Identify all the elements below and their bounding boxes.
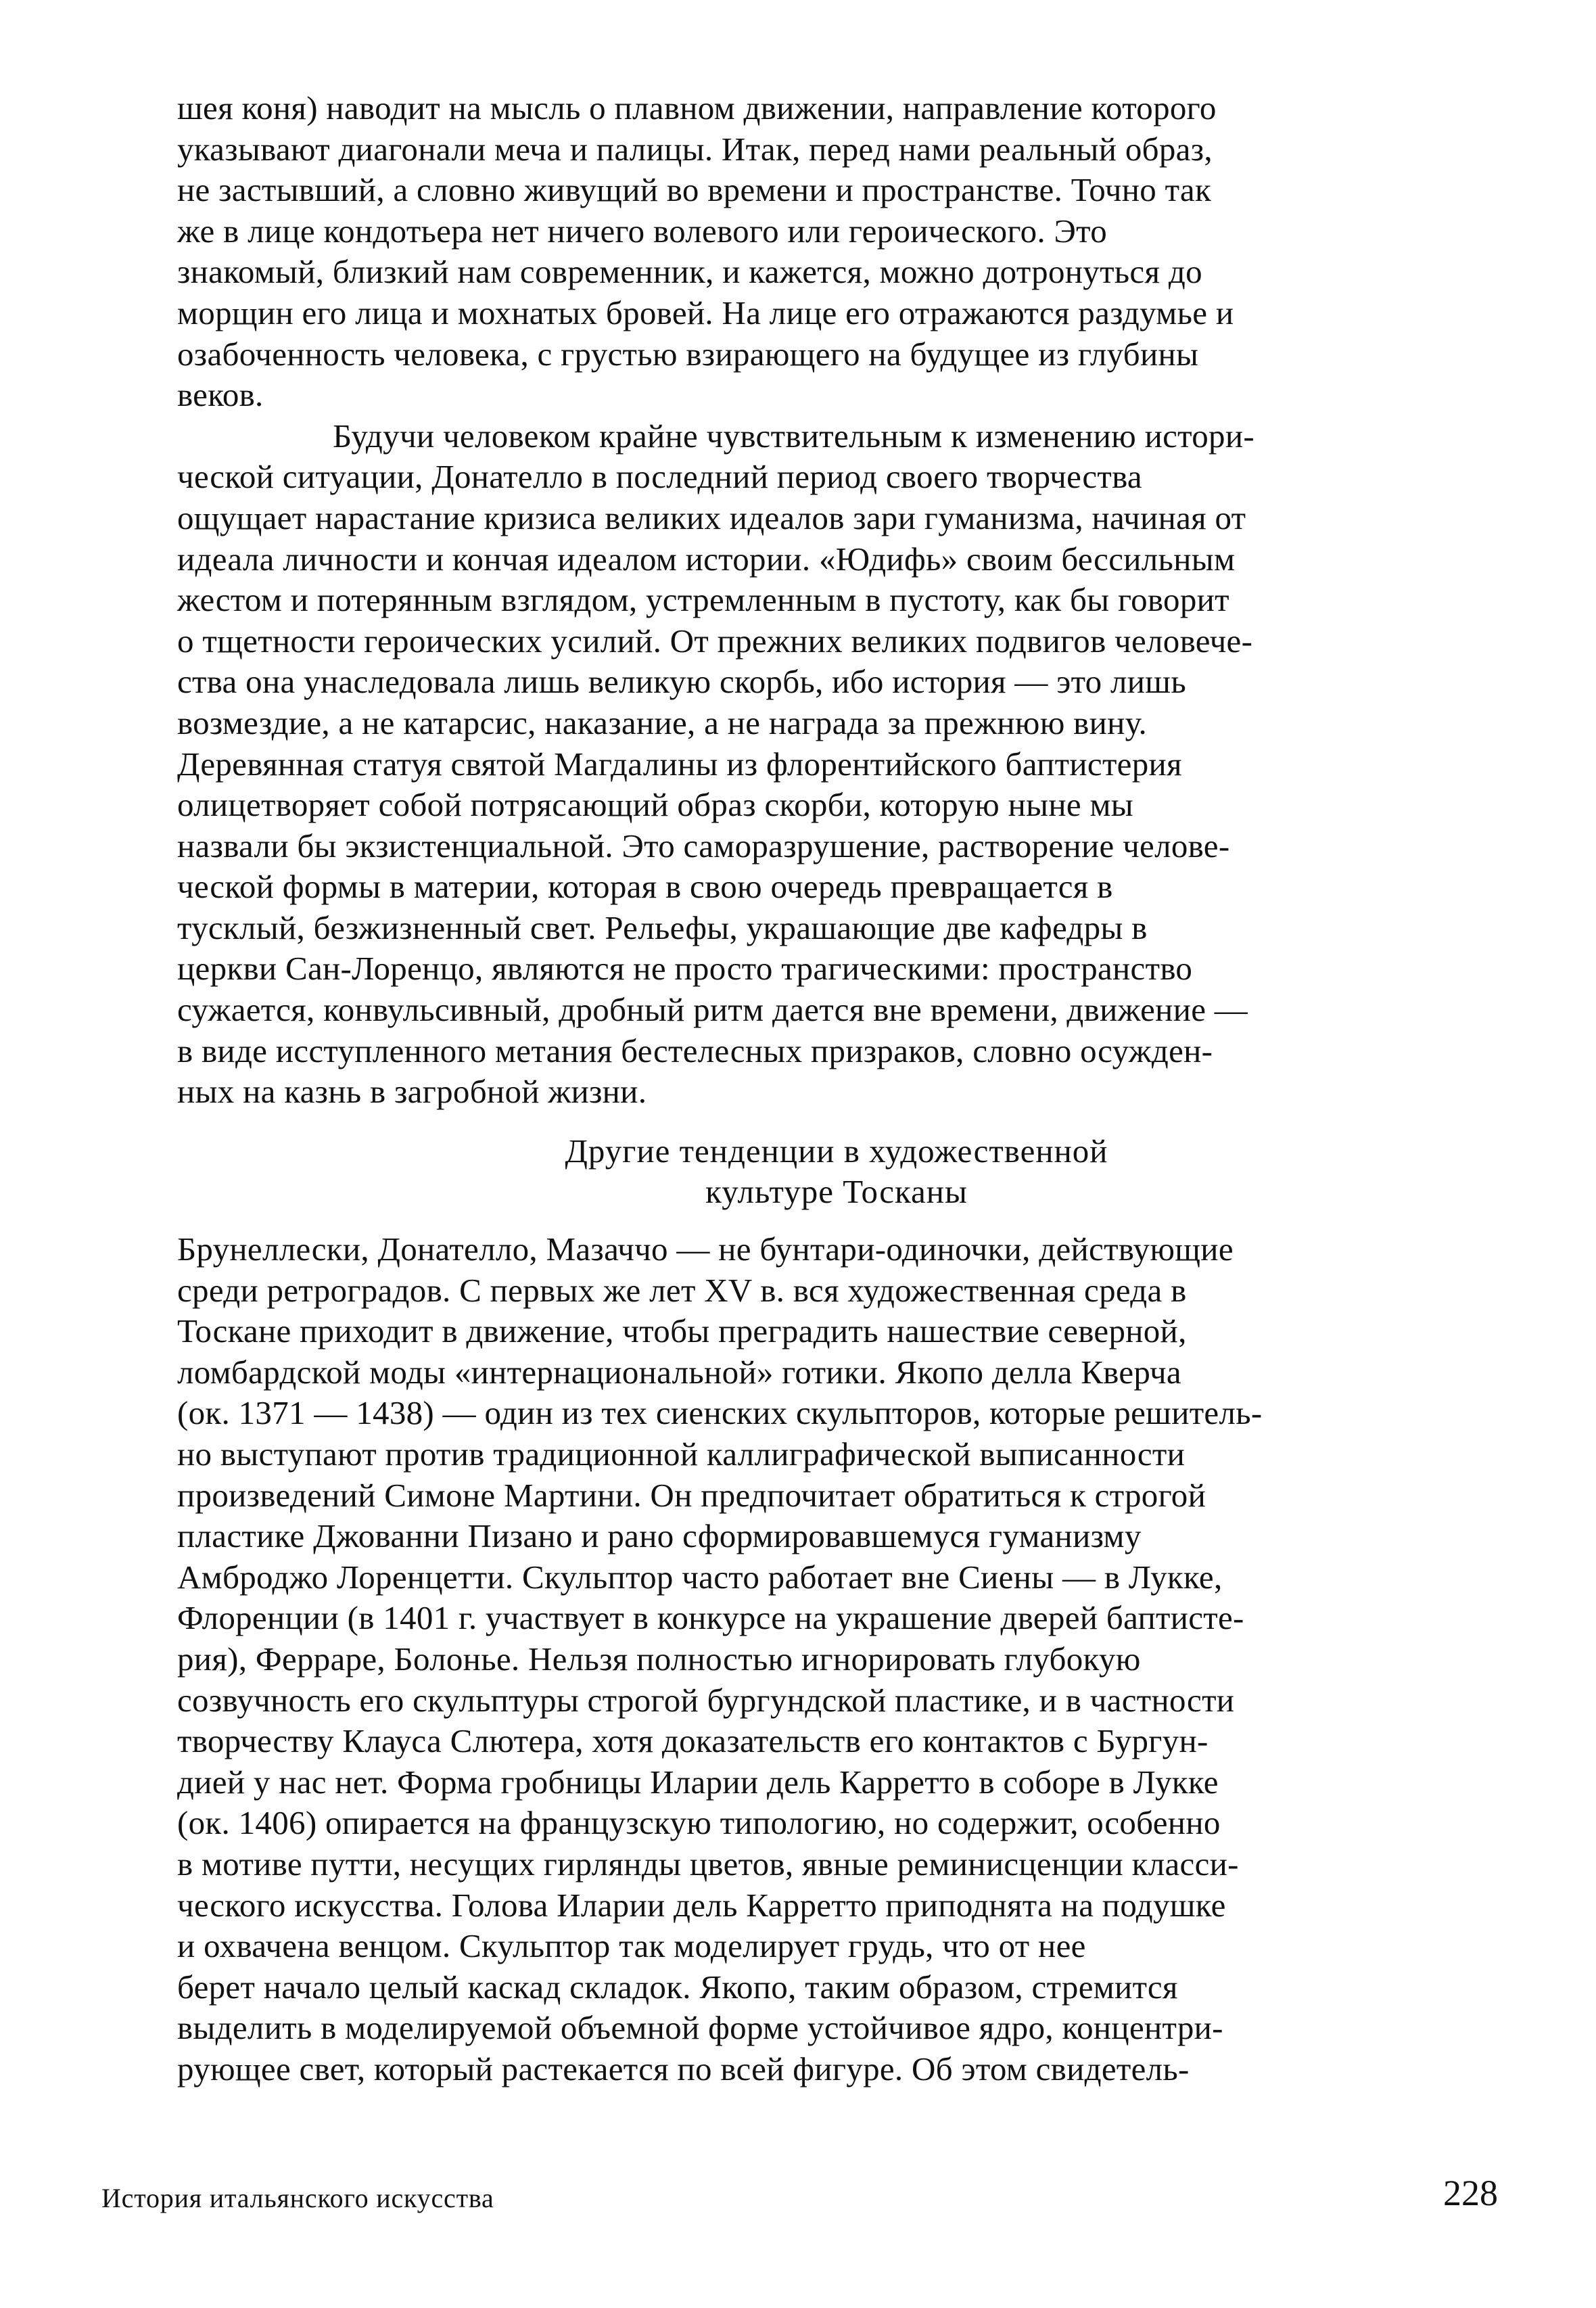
paragraph-block-condottiere-donatello — [177, 88, 1496, 1113]
text-line: знакомый, близкий нам современник, и кажется, можно дотронуться до — [177, 253, 1202, 291]
text-line: Флоренции (в 1401 г. участвует в конкурсе на украшение дверей баптисте- — [177, 1599, 1244, 1637]
text-line: назвали бы экзистенциальной. Это саморазрушение, растворение челове- — [177, 827, 1230, 864]
text-line: Амброджо Лоренцетти. Скульптор часто работает вне Сиены — в Лукке, — [177, 1558, 1223, 1596]
text-line: церкви Сан-Лоренцо, являются не просто трагическими: пространство — [177, 950, 1193, 988]
text-line: дией у нас нет. Форма гробницы Иларии дель Карретто в соборе в Лукке — [177, 1763, 1219, 1801]
text-line: творчеству Клауса Слютера, хотя доказательств его контактов с Бургун- — [177, 1722, 1208, 1760]
text-line: морщин его лица и мохнатых бровей. На лице его отражаются раздумье и — [177, 294, 1234, 331]
text-line: ломбардской моды «интернациональной» готики. Якопо делла Кверча — [177, 1353, 1181, 1391]
text-line: же в лице кондотьера нет ничего волевого или героического. Это — [177, 212, 1108, 250]
paragraph-block-tuscany — [177, 1229, 1496, 2090]
text-line: олицетворяет собой потрясающий образ скорби, которую ныне мы — [177, 786, 1134, 824]
text-line: рующее свет, который растекается по всей фигуре. Об этом свидетель- — [177, 2050, 1190, 2087]
text-line: озабоченность человека, с грустью взирающего на будущее из глубины — [177, 335, 1199, 373]
text-line: веков. — [177, 376, 264, 414]
text-line: тусклый, безжизненный свет. Рельефы, украшающие две кафедры в — [177, 908, 1148, 946]
text-line: и охвачена венцом. Скульптор так моделирует грудь, что от нее — [177, 1927, 1086, 1965]
text-line: ческой ситуации, Донателло в последний период своего творчества — [177, 458, 1142, 496]
text-line: рия), Ферраре, Болонье. Нельзя полностью игнорировать глубокую — [177, 1640, 1141, 1678]
text-line: шея коня) наводит на мысль о плавном движении, направление которого — [177, 89, 1217, 126]
text-line: идеала личности и кончая идеалом истории. «Юдифь» своим бессильным — [177, 540, 1236, 578]
text-line: выделить в моделируемой объемной форме устойчивое ядро, концентри- — [177, 2009, 1223, 2047]
text-line: указывают диагонали меча и палицы. Итак, перед нами реальный образ, — [177, 130, 1213, 168]
text-line: ства она унаследовала лишь великую скорбь, ибо история — это лишь — [177, 663, 1186, 701]
text-line: пластике Джованни Пизано и рано сформировавшемуся гуманизму — [177, 1517, 1142, 1555]
text-line: берет начало целый каскад складок. Якопо, таким образом, стремится — [177, 1968, 1178, 2006]
section-heading-line: культуре Тосканы — [705, 1173, 968, 1210]
page-number: 228 — [1443, 2173, 1498, 2213]
text-line: (ок. 1371 — 1438) — один из тех сиенских скульпторов, которые решитель- — [177, 1394, 1263, 1432]
text-line: произведений Симоне Мартини. Он предпочитает обратиться к строгой — [177, 1476, 1206, 1514]
running-footer-book-title: История итальянского искусства — [101, 2183, 494, 2213]
text-line: (ок. 1406) опирается на французскую типологию, но содержит, особенно — [177, 1804, 1221, 1842]
text-line: жестом и потерянным взглядом, устремленным в пустоту, как бы говорит — [177, 581, 1229, 619]
text-line: возмездие, а не катарсис, наказание, а не награда за прежнюю вину. — [177, 703, 1148, 741]
text-line: Тоскане приходит в движение, чтобы преградить нашествие северной, — [177, 1312, 1187, 1350]
text-line: сужается, конвульсивный, дробный ритм дается вне времени, движение — — [177, 991, 1248, 1029]
text-line: ческой формы в материи, которая в свою очередь превращается в — [177, 868, 1113, 906]
text-line: не застывший, а словно живущий во времени и пространстве. Точно так — [177, 171, 1212, 209]
section-heading — [177, 1131, 1496, 1212]
text-line: в мотиве путти, несущих гирлянды цветов, явные реминисценции класси- — [177, 1845, 1239, 1883]
text-line: о тщетности героических усилий. От прежних великих подвигов человече- — [177, 622, 1253, 660]
text-line: Деревянная статуя святой Магдалины из флорентийского баптистерия — [177, 745, 1182, 783]
text-line: Брунеллески, Донателло, Мазаччо — не бунтари-одиночки, действующие — [177, 1230, 1234, 1268]
paragraph-start-line: Будучи человеком крайне чувствительным к изменению истори- — [333, 417, 1254, 455]
text-line: ческого искусства. Голова Иларии дель Карретто приподнята на подушке — [177, 1886, 1226, 1924]
text-line: ных на казнь в загробной жизни. — [177, 1073, 647, 1111]
text-line: созвучность его скульптуры строгой бургундской пластике, и в частности — [177, 1681, 1235, 1719]
text-line: в виде исступленного метания бестелесных призраков, словно осужден- — [177, 1032, 1213, 1069]
section-heading-line: Другие тенденции в художественной — [565, 1132, 1108, 1170]
text-line: но выступают против традиционной каллиграфической выписанности — [177, 1435, 1186, 1473]
text-line: среди ретроградов. С первых же лет XV в. вся художественная среда в — [177, 1271, 1187, 1309]
text-line: ощущает нарастание кризиса великих идеалов зари гуманизма, начиная от — [177, 499, 1246, 536]
